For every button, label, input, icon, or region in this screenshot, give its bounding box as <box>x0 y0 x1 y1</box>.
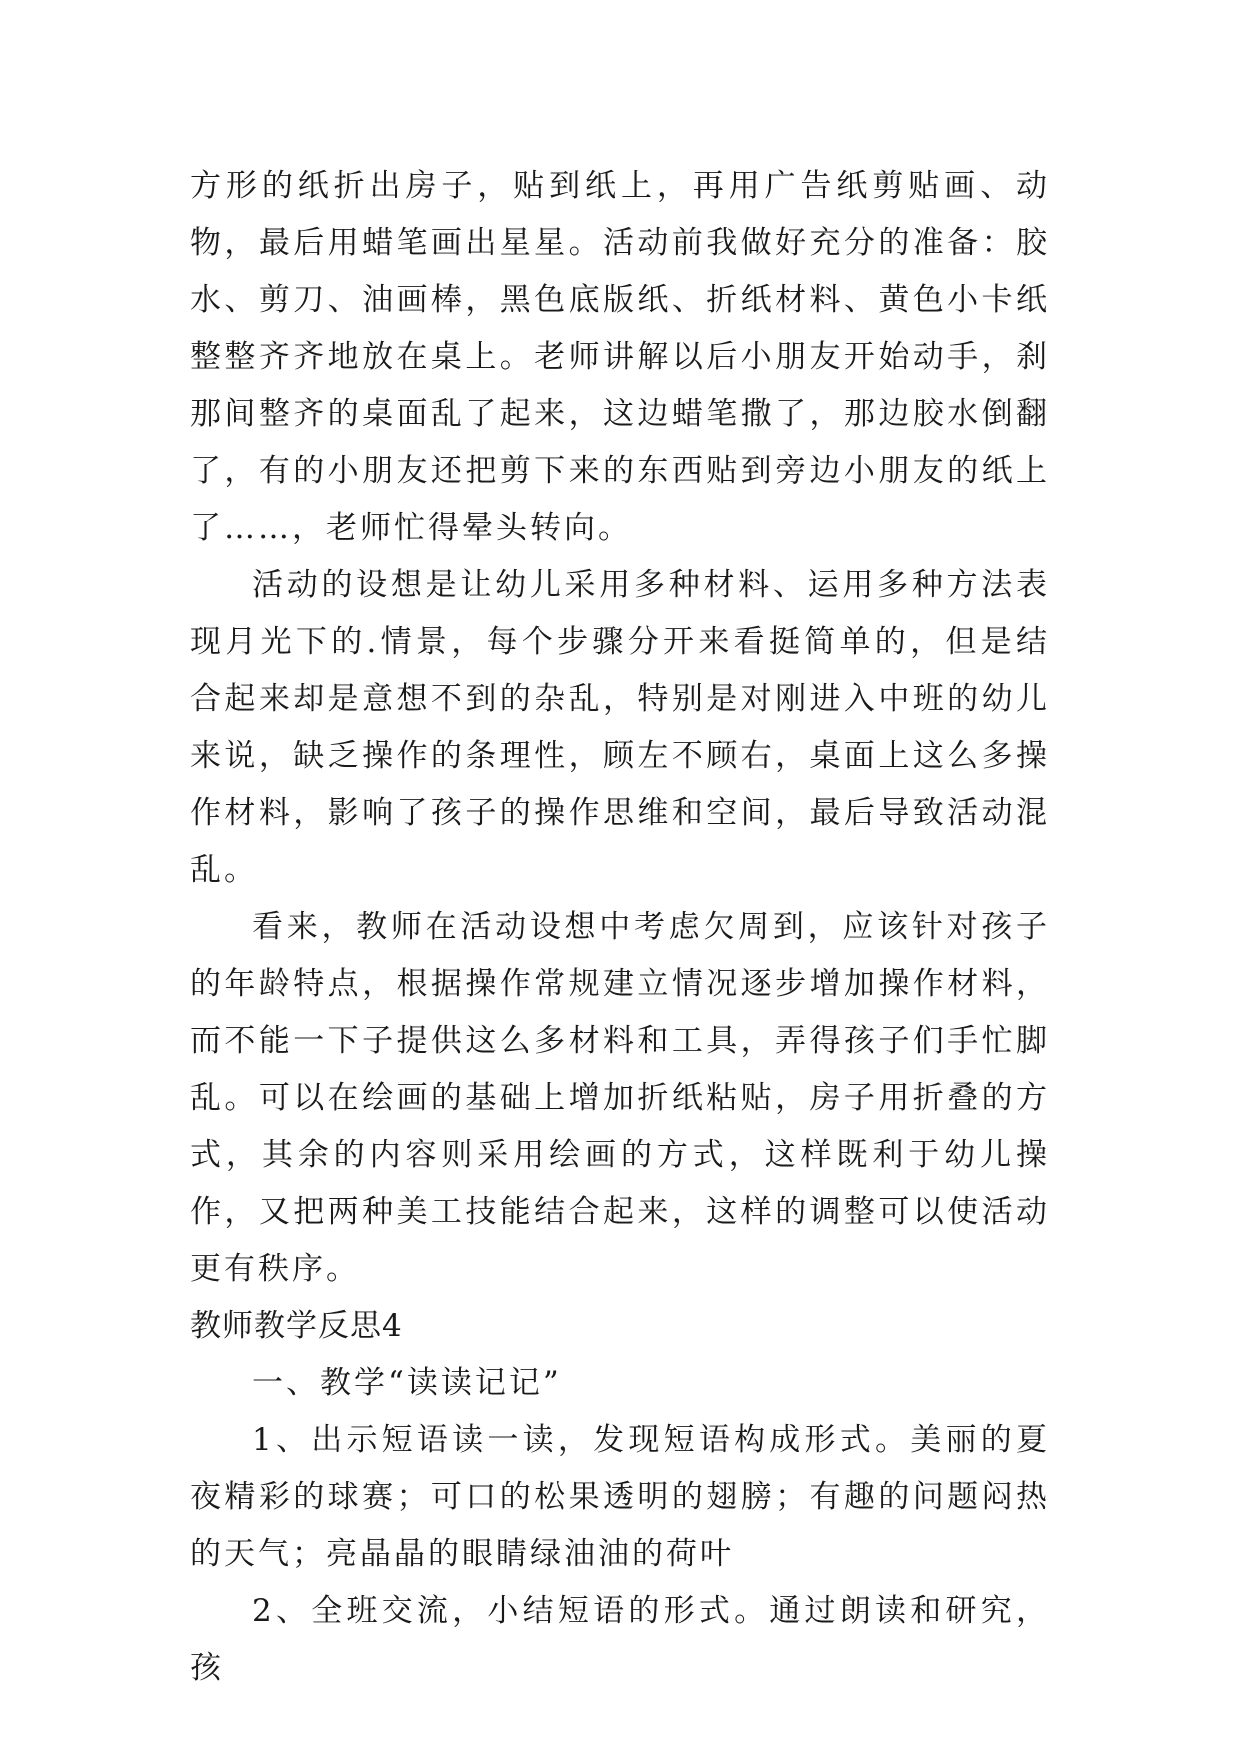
section-heading: 教师教学反思4 <box>190 1308 403 1344</box>
section-paragraph-1: 1、出示短语读一读，发现短语构成形式。美丽的夏夜精彩的球赛；可口的松果透明的翅膀；有趣的问题闷热的天气；亮晶晶的眼睛绿油油的荷叶 <box>190 1422 1050 1572</box>
paragraph-2: 活动的设想是让幼儿采用多种材料、运用多种方法表现月光下的.情景，每个步骤分开来看挺简单的，但是结合起来却是意想不到的杂乱，特别是对刚进入中班的幼儿来说，缺乏操作的条理性，顾左不顾右，桌面上这么多操作材料，影响了孩子的操作思维和空间，最后导致活动混乱。 <box>190 567 1050 888</box>
section-subheading: 一、教学“读读记记” <box>252 1365 562 1401</box>
document-body <box>190 158 1050 1697</box>
paragraph-3: 看来，教师在活动设想中考虑欠周到，应该针对孩子的年龄特点，根据操作常规建立情况逐步增加操作材料，而不能一下子提供这么多材料和工具，弄得孩子们手忙脚乱。可以在绘画的基础上增加折纸粘贴，房子用折叠的方式，其余的内容则采用绘画的方式，这样既利于幼儿操作，又把两种美工技能结合起来，这样的调整可以使活动更有秩序。 <box>190 909 1050 1287</box>
section-paragraph-2: 2、全班交流，小结短语的形式。通过朗读和研究，孩 <box>190 1593 1050 1686</box>
paragraph-1: 方形的纸折出房子，贴到纸上，再用广告纸剪贴画、动物，最后用蜡笔画出星星。活动前我做好充分的准备：胶水、剪刀、油画棒，黑色底版纸、折纸材料、黄色小卡纸整整齐齐地放在桌上。老师讲解以后小朋友开始动手，刹那间整齐的桌面乱了起来，这边蜡笔撒了，那边胶水倒翻了，有的小朋友还把剪下来的东西贴到旁边小朋友的纸上了……，老师忙得晕头转向。 <box>190 168 1050 546</box>
